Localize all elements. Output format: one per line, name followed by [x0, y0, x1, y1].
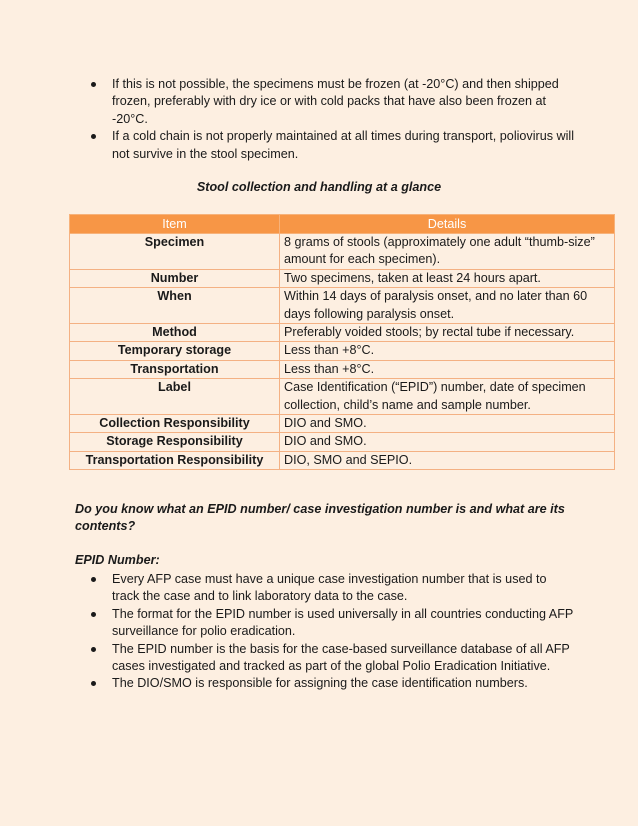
row-item: Temporary storage	[70, 342, 280, 360]
row-item: Label	[70, 379, 280, 415]
table-row	[70, 360, 615, 378]
table-row	[70, 324, 615, 342]
bullet-text: The DIO/SMO is responsible for assigning the case identification numbers.	[112, 676, 528, 691]
row-details: Within 14 days of paralysis onset, and no later than 60 days following paralysis onset.	[280, 288, 615, 324]
table-caption: Stool collection and handling at a glance	[196, 180, 442, 194]
table-row	[70, 288, 615, 324]
list-item	[75, 641, 575, 676]
list-item	[75, 675, 575, 692]
epid-heading: EPID Number:	[75, 553, 160, 567]
row-item: Specimen	[70, 234, 280, 270]
row-details: Less than +8°C.	[280, 342, 615, 360]
epid-bullet-list	[75, 571, 575, 693]
bullet-text: Every AFP case must have a unique case investigation number that is used to track the case and to link laboratory data to the case.	[112, 572, 547, 604]
bullet-text: If this is not possible, the specimens must be frozen (at -20°C) and then shipped frozen, preferably with dry ice or with cold packs that have also been frozen at -20°C.	[112, 77, 559, 126]
row-item: Method	[70, 324, 280, 342]
row-details: DIO and SMO.	[280, 415, 615, 433]
transport-bullet-list	[75, 76, 575, 163]
row-details: DIO, SMO and SEPIO.	[280, 451, 615, 469]
row-item: Number	[70, 269, 280, 287]
epid-question: Do you know what an EPID number/ case investigation number is and what are its contents?	[75, 502, 565, 534]
bullet-icon	[91, 577, 96, 582]
row-item: Collection Responsibility	[70, 415, 280, 433]
table-row	[70, 269, 615, 287]
row-details: 8 grams of stools (approximately one adult “thumb-size” amount for each specimen).	[280, 234, 615, 270]
table-row	[70, 342, 615, 360]
row-details: Two specimens, taken at least 24 hours apart.	[280, 269, 615, 287]
row-item: Transportation Responsibility	[70, 451, 280, 469]
list-item	[75, 128, 575, 163]
bullet-text: If a cold chain is not properly maintained at all times during transport, poliovirus will not survive in the stool specimen.	[112, 129, 574, 161]
bullet-text: The EPID number is the basis for the case-based surveillance database of all AFP cases investigated and tracked as part of the global Polio Eradication Initiative.	[112, 641, 570, 674]
table-row	[70, 451, 615, 469]
list-item	[75, 606, 575, 641]
bullet-icon	[91, 134, 96, 139]
column-header-details: Details	[280, 215, 615, 234]
table-row	[70, 433, 615, 451]
bullet-text: The format for the EPID number is used universally in all countries conducting AFP surveillance for polio eradication.	[112, 606, 574, 639]
bullet-icon	[91, 82, 96, 87]
table-row	[70, 234, 615, 270]
row-item: Storage Responsibility	[70, 433, 280, 451]
bullet-icon	[91, 681, 96, 686]
bullet-icon	[91, 612, 96, 617]
table-row	[70, 379, 615, 415]
row-item: When	[70, 288, 280, 324]
row-item: Transportation	[70, 360, 280, 378]
stool-handling-table	[69, 214, 615, 470]
column-header-item: Item	[70, 215, 280, 234]
bullet-icon	[91, 647, 96, 652]
row-details: Preferably voided stools; by rectal tube if necessary.	[280, 324, 615, 342]
list-item	[75, 571, 575, 606]
row-details: Less than +8°C.	[280, 360, 615, 378]
table-header-row	[70, 215, 615, 234]
row-details: DIO and SMO.	[280, 433, 615, 451]
list-item	[75, 76, 575, 128]
table-row	[70, 415, 615, 433]
row-details: Case Identification (“EPID”) number, date of specimen collection, child’s name and sample number.	[280, 379, 615, 415]
